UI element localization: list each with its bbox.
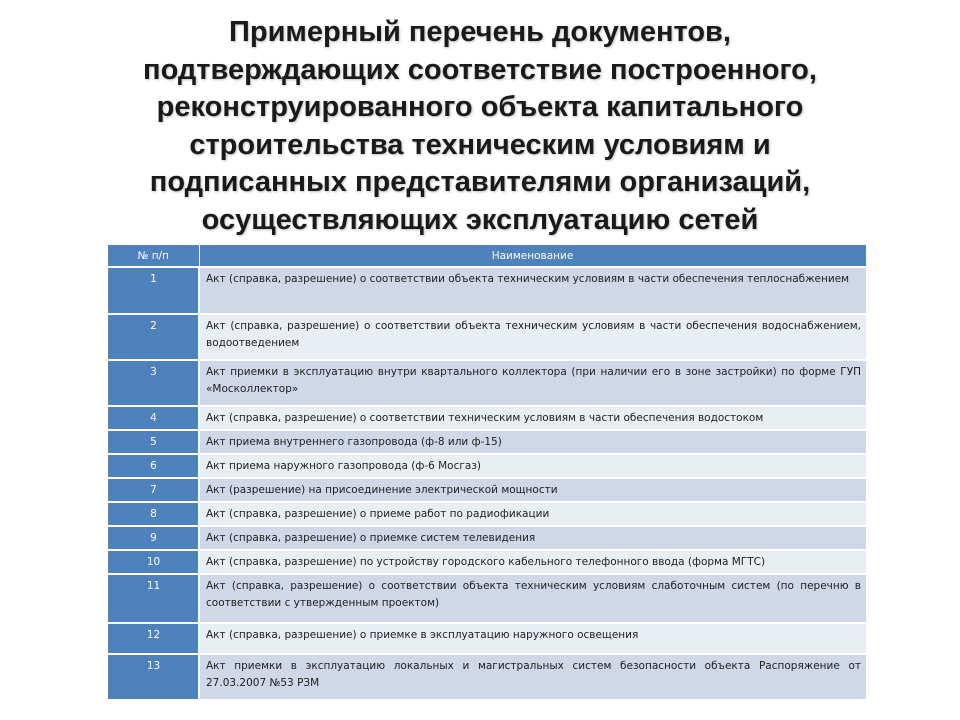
row-number: 13: [108, 654, 199, 700]
row-name: Акт (разрешение) на присоединение электрической мощности: [199, 478, 866, 502]
row-name: Акт приема наружного газопровода (ф-6 Мосгаз): [199, 454, 866, 478]
row-name: Акт (справка, разрешение) о соответствии объекта техническим условиям в части обеспечения водоснабжением, водоотведением: [199, 314, 866, 360]
row-name: Акт приемки в эксплуатацию внутри квартального коллектора (при наличии его в зоне застройки) по форме ГУП «Москоллектор»: [199, 360, 866, 406]
table-row: [108, 623, 866, 654]
row-name: Акт (справка, разрешение) о соответствии объекта техническим условиям слаботочным систем (по перечню в соответствии с утвержденным проектом): [199, 574, 866, 623]
header-number: № п/п: [108, 245, 199, 267]
title-line: Примерный перечень документов,: [229, 16, 731, 48]
table-row: [108, 550, 866, 574]
row-name: Акт (справка, разрешение) о приемке систем телевидения: [199, 526, 866, 550]
header-name: Наименование: [199, 245, 866, 267]
row-number: 6: [108, 454, 199, 478]
documents-table-container: [108, 245, 866, 701]
row-number: 8: [108, 502, 199, 526]
page-title: [60, 14, 900, 239]
row-number: 1: [108, 267, 199, 314]
table-row: [108, 502, 866, 526]
row-name: Акт приема внутреннего газопровода (ф-8 или ф-15): [199, 430, 866, 454]
table-row: [108, 314, 866, 360]
row-number: 9: [108, 526, 199, 550]
row-name: Акт приемки в эксплуатацию локальных и магистральных систем безопасности объекта Распоряжение от 27.03.2007 №53 РЗМ: [199, 654, 866, 700]
row-number: 7: [108, 478, 199, 502]
table-row: [108, 526, 866, 550]
table-row: [108, 430, 866, 454]
row-number: 12: [108, 623, 199, 654]
table-row: [108, 406, 866, 430]
title-line: реконструированного объекта капитального: [156, 91, 804, 123]
row-number: 5: [108, 430, 199, 454]
row-number: 3: [108, 360, 199, 406]
title-line: строительства техническим условиям и: [189, 128, 771, 161]
title-line: подписанных представителями организаций,: [149, 166, 811, 198]
table-row: [108, 267, 866, 314]
row-name: Акт (справка, разрешение) о соответствии техническим условиям в части обеспечения водостоком: [199, 406, 866, 430]
title-line: подтверждающих соответствие построенного,: [143, 53, 817, 86]
row-number: 2: [108, 314, 199, 360]
table-row: [108, 654, 866, 700]
table-header-row: [108, 245, 866, 267]
table-row: [108, 478, 866, 502]
row-name: Акт (справка, разрешение) о приеме работ по радиофикации: [199, 502, 866, 526]
table-row: [108, 454, 866, 478]
row-name: Акт (справка, разрешение) о приемке в эксплуатацию наружного освещения: [199, 623, 866, 654]
table-row: [108, 574, 866, 623]
row-number: 11: [108, 574, 199, 623]
table-row: [108, 360, 866, 406]
row-name: Акт (справка, разрешение) о соответствии объекта техническим условиям в части обеспечения теплоснабжением: [199, 267, 866, 314]
row-number: 10: [108, 550, 199, 574]
row-name: Акт (справка, разрешение) по устройству городского кабельного телефонного ввода (форма МГТС): [199, 550, 866, 574]
title-line: осуществляющих эксплуатацию сетей: [201, 203, 759, 236]
documents-table: [108, 245, 867, 701]
row-number: 4: [108, 406, 199, 430]
